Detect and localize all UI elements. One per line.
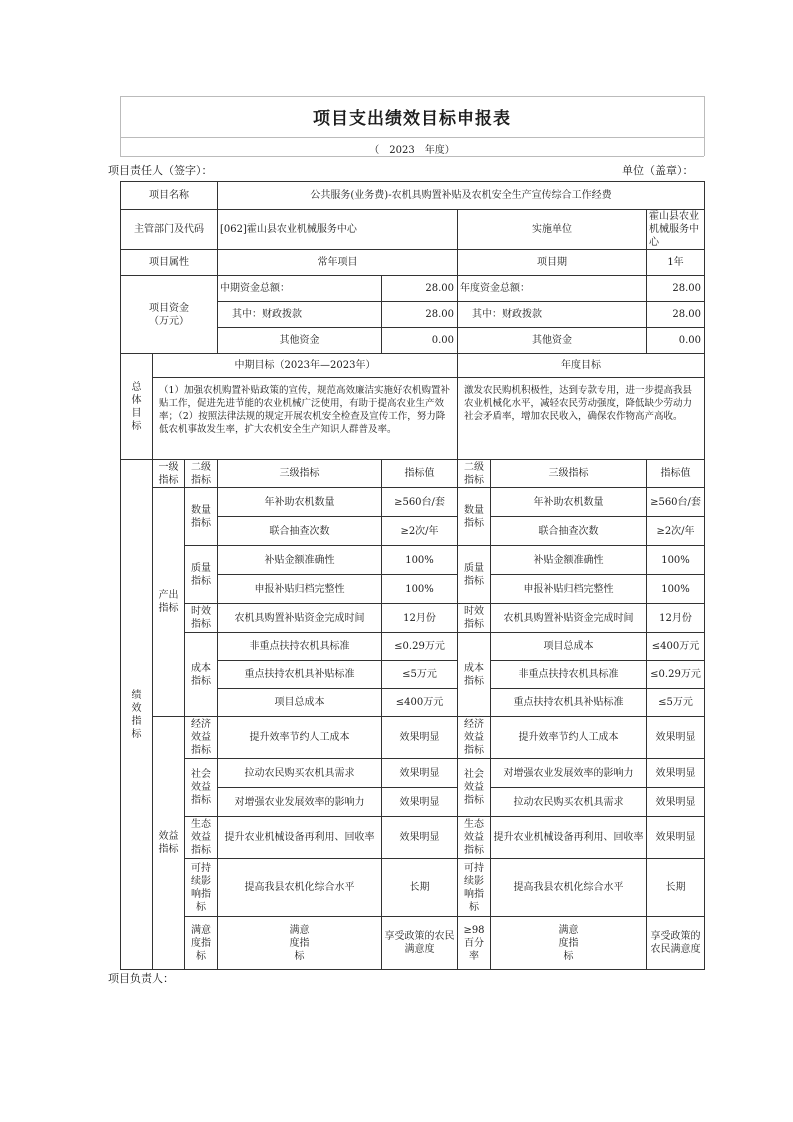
impl-unit-label: 实施单位	[458, 210, 647, 250]
indicator-name: 拉动农民购买农机具需求	[218, 759, 382, 788]
year-total-value: 28.00	[647, 276, 705, 302]
table-row	[121, 460, 705, 488]
sustain-indicator-right: 可持 续影 响指 标	[458, 859, 491, 917]
timeliness-indicator-right: 时效 指标	[458, 604, 491, 633]
indicator-value-right: 效果明显	[647, 788, 705, 817]
quantity-indicator: 数量 指标	[185, 488, 218, 546]
social-indicator: 社会 效益 指标	[185, 759, 218, 817]
quantity-indicator-right: 数量 指标	[458, 488, 491, 546]
indicator-value: ≥560台/套	[382, 488, 458, 517]
project-leader-label: 项目负责人：	[108, 972, 174, 985]
table-row	[121, 817, 705, 859]
project-name-label: 项目名称	[121, 182, 218, 210]
indicator-value: 效果明显	[382, 788, 458, 817]
indicator-name: 提高我县农机化综合水平	[218, 859, 382, 917]
indicator-value-right: 长期	[647, 859, 705, 917]
economic-indicator-right: 经济 效益 指标	[458, 717, 491, 759]
economic-indicator: 经济 效益 指标	[185, 717, 218, 759]
indicator-name: 申报补贴归档完整性	[218, 575, 382, 604]
overall-goal-label: 总 体 目 标	[121, 354, 153, 460]
indicator-name-right: 非重点扶持农机具标准	[491, 661, 647, 689]
dept-code-label: 主管部门及代码	[121, 210, 218, 250]
mid-fiscal-value: 28.00	[382, 302, 458, 328]
eco-indicator-right: 生态 效益 指标	[458, 817, 491, 859]
year-fiscal-label: 其中：财政拨款	[458, 302, 647, 328]
indicator-value-right: 效果明显	[647, 717, 705, 759]
table-row	[121, 250, 705, 276]
perf-indicator-label: 绩 效 指 标	[121, 460, 153, 970]
indicator-value: 100%	[382, 575, 458, 604]
table-row	[121, 633, 705, 661]
level3-header: 三级指标	[218, 460, 382, 488]
indicator-name-right: 对增强农业发展效率的影响力	[491, 759, 647, 788]
indicator-name: 重点扶持农机具补贴标准	[218, 661, 382, 689]
project-period-value: 1年	[647, 250, 705, 276]
year-fiscal-value: 28.00	[647, 302, 705, 328]
table-row	[121, 488, 705, 517]
level1-header: 一级 指标	[153, 460, 185, 488]
indicator-name-right: 项目总成本	[491, 633, 647, 661]
indicator-name: 补贴金额准确性	[218, 546, 382, 575]
value-header-right: 指标值	[647, 460, 705, 488]
indicator-name: 对增强农业发展效率的影响力	[218, 788, 382, 817]
timeliness-indicator: 时效 指标	[185, 604, 218, 633]
indicator-value-right: 效果明显	[647, 759, 705, 788]
table-row	[121, 717, 705, 759]
table-row	[121, 604, 705, 633]
table-row	[121, 759, 705, 788]
indicator-name-right: 联合抽查次数	[491, 517, 647, 546]
benefit-indicator: 效益 指标	[153, 717, 185, 970]
indicator-name-right: 年补助农机数量	[491, 488, 647, 517]
project-name-value: 公共服务(业务费)-农机具购置补贴及农机安全生产宣传综合工作经费	[218, 182, 705, 210]
satisfaction-sub-indicator-right: 满意 度指 标	[491, 917, 647, 970]
indicator-name-right: 农机具购置补贴资金完成时间	[491, 604, 647, 633]
indicator-name: 项目总成本	[218, 689, 382, 717]
table-row	[121, 354, 705, 378]
indicator-value: 长期	[382, 859, 458, 917]
project-period-label: 项目期	[458, 250, 647, 276]
indicator-value-right: ≥560台/套	[647, 488, 705, 517]
mid-other-value: 0.00	[382, 328, 458, 354]
year-total-label: 年度资金总额：	[458, 276, 647, 302]
satisfaction-sub-indicator: 满意 度指 标	[218, 917, 382, 970]
funds-label: 项目资金 （万元）	[121, 276, 218, 354]
indicator-name-right: 重点扶持农机具补贴标准	[491, 689, 647, 717]
indicator-value-right: ≥2次/年	[647, 517, 705, 546]
indicator-name: 提升农业机械设备再利用、回收率	[218, 817, 382, 859]
quality-indicator: 质量 指标	[185, 546, 218, 604]
level2-header-right: 二级 指标	[458, 460, 491, 488]
indicator-value: 100%	[382, 546, 458, 575]
output-indicator: 产出 指标	[153, 488, 185, 717]
year-divider	[120, 156, 704, 157]
indicator-value-right: 100%	[647, 546, 705, 575]
indicator-value-right: ≤400万元	[647, 633, 705, 661]
indicator-value: 效果明显	[382, 759, 458, 788]
indicator-name: 非重点扶持农机具标准	[218, 633, 382, 661]
indicator-name-right: 拉动农民购买农机具需求	[491, 788, 647, 817]
cost-indicator: 成本 指标	[185, 633, 218, 717]
responsible-person-label: 项目责任人（签字）：	[108, 164, 213, 177]
satisfaction-indicator: 满意 度指 标	[185, 917, 218, 970]
mid-goal-text: （1）加强农机购置补贴政策的宣传，规范高效廉洁实施好农机购置补贴工作，促进先进节能的农业机械广泛使用，有助于提高农业生产效率；（2）按照法律法规的规定开展农机安全检查及宣传工作，努力降低农机事故发生率，扩大农机安全生产知识人群普及率。	[153, 378, 458, 460]
indicator-value-right: ≤5万元	[647, 689, 705, 717]
indicator-value-right: 100%	[647, 575, 705, 604]
social-indicator-right: 社会 效益 指标	[458, 759, 491, 817]
form-title: 项目支出绩效目标申报表	[313, 109, 511, 129]
cost-indicator-right: 成本 指标	[458, 633, 491, 717]
year-other-value: 0.00	[647, 328, 705, 354]
unit-seal-label: 单位（盖章）：	[622, 164, 694, 177]
mid-other-label: 其他资金	[218, 328, 382, 354]
indicator-value: ≤5万元	[382, 661, 458, 689]
quality-indicator-right: 质量 指标	[458, 546, 491, 604]
indicator-name-right: 享受政策的农民满意度	[647, 917, 705, 970]
table-row	[121, 276, 705, 302]
indicator-name-right: 补贴金额准确性	[491, 546, 647, 575]
table-row	[121, 182, 705, 210]
indicator-name: 享受政策的农民满意度	[382, 917, 458, 970]
form-frame-right	[704, 96, 705, 156]
indicator-value: ≤400万元	[382, 689, 458, 717]
year-goal-header: 年度目标	[458, 354, 705, 378]
indicator-name: 农机具购置补贴资金完成时间	[218, 604, 382, 633]
indicator-value-right: 效果明显	[647, 817, 705, 859]
indicator-name-right: 提升农业机械设备再利用、回收率	[491, 817, 647, 859]
year-other-label: 其他资金	[458, 328, 647, 354]
table-row	[121, 546, 705, 575]
indicator-value-right: ≤0.29万元	[647, 661, 705, 689]
eco-indicator: 生态 效益 指标	[185, 817, 218, 859]
indicator-value: ≥2次/年	[382, 517, 458, 546]
indicator-value-right: 12月份	[647, 604, 705, 633]
mid-total-value: 28.00	[382, 276, 458, 302]
indicator-name-right: 提高我县农机化综合水平	[491, 859, 647, 917]
table-row	[121, 917, 705, 970]
sustain-indicator: 可持 续影 响指 标	[185, 859, 218, 917]
project-attr-label: 项目属性	[121, 250, 218, 276]
year-goal-text: 激发农民购机积极性，达到专款专用，进一步提高我县农业机械化水平，减轻农民劳动强度，降低缺少劳动力社会矛盾率，增加农民收入，确保农作物高产高收。	[458, 378, 705, 460]
mid-fiscal-label: 其中：财政拨款	[218, 302, 382, 328]
mid-total-label: 中期资金总额：	[218, 276, 382, 302]
mid-goal-header: 中期目标（2023年—2023年）	[153, 354, 458, 378]
title-divider	[120, 137, 704, 138]
performance-goal-table	[120, 181, 705, 970]
table-row	[121, 210, 705, 250]
table-row	[121, 378, 705, 460]
indicator-name: 提升效率节约人工成本	[218, 717, 382, 759]
indicator-name: 年补助农机数量	[218, 488, 382, 517]
table-row	[121, 859, 705, 917]
indicator-value: 效果明显	[382, 717, 458, 759]
indicator-name-right: 申报补贴归档完整性	[491, 575, 647, 604]
indicator-value: ≤0.29万元	[382, 633, 458, 661]
indicator-value: 12月份	[382, 604, 458, 633]
indicator-value: ≥98百分率	[458, 917, 491, 970]
indicator-name: 联合抽查次数	[218, 517, 382, 546]
form-frame-top	[120, 96, 704, 97]
project-attr-value: 常年项目	[218, 250, 458, 276]
impl-unit-value: 霍山县农业机械服务中心	[647, 210, 705, 250]
value-header: 指标值	[382, 460, 458, 488]
form-year: （ 2023 年度）	[369, 145, 455, 156]
dept-code-value: [062]霍山县农业机械服务中心	[218, 210, 458, 250]
level3-header-right: 三级指标	[491, 460, 647, 488]
indicator-value: 效果明显	[382, 817, 458, 859]
indicator-name-right: 提升效率节约人工成本	[491, 717, 647, 759]
level2-header: 二级 指标	[185, 460, 218, 488]
